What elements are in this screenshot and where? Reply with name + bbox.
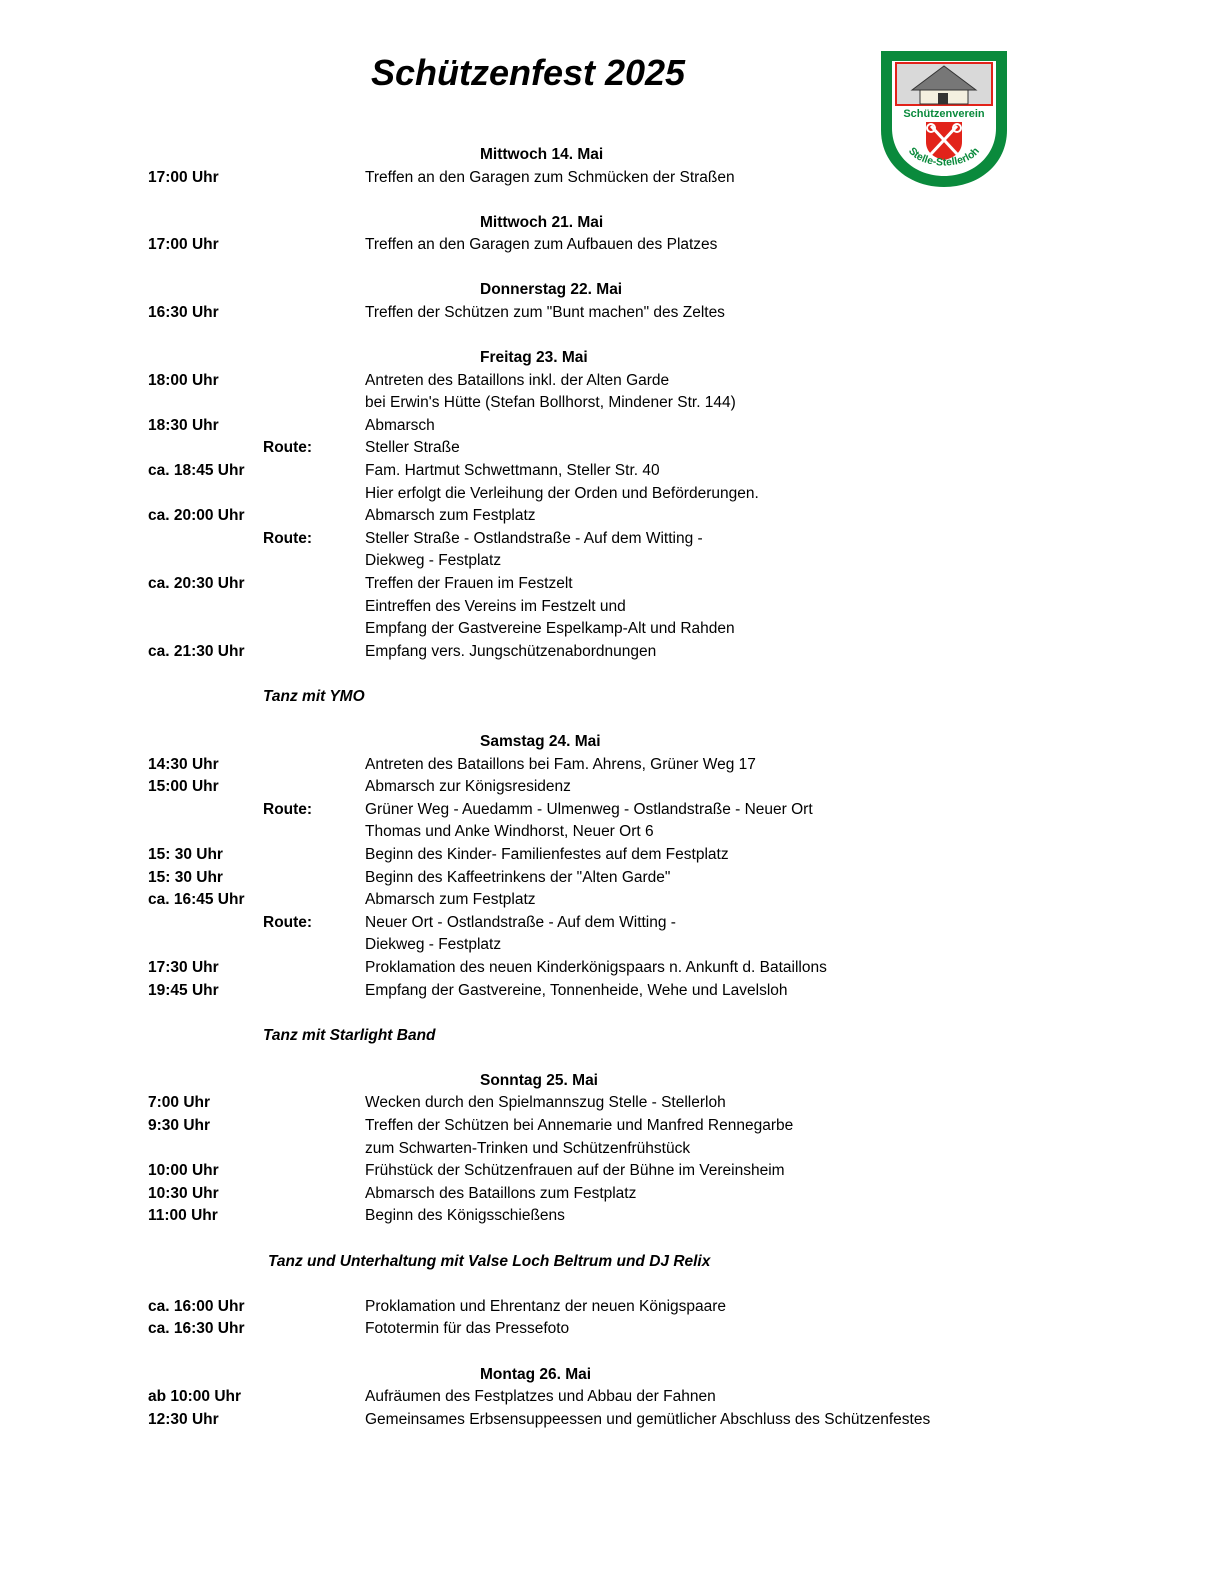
schedule-row: 17:00 Uhr Treffen an den Garagen zum Schmücken der Straßen [148, 168, 735, 186]
day-heading: Freitag 23. Mai [480, 349, 588, 367]
schedule-row: 12:30 Uhr Gemeinsames Erbsensuppeessen und gemütlicher Abschluss des Schützenfestes [148, 1410, 931, 1428]
dance-note: Tanz und Unterhaltung mit Valse Loch Beltrum und DJ Relix [268, 1252, 711, 1270]
schedule-row: Empfang der Gastvereine Espelkamp-Alt und Rahden [365, 620, 735, 638]
day-heading: Mittwoch 14. Mai [480, 146, 604, 163]
schedule-row: ca. 16:30 Uhr Fototermin für das Pressefoto [148, 1320, 570, 1338]
schedule-row: bei Erwin's Hütte (Stefan Bollhorst, Mindener Str. 144) [365, 394, 736, 412]
day-heading: Donnerstag 22. Mai [480, 281, 623, 299]
schedule-row: ca. 16:45 Uhr Abmarsch zum Festplatz [148, 891, 536, 909]
schedule-row: Route: Steller Straße [263, 439, 460, 457]
schedule-row: 7:00 Uhr Wecken durch den Spielmannszug Stelle - Stellerloh [148, 1094, 726, 1112]
schedule-row: ca. 16:00 Uhr Proklamation und Ehrentanz der neuen Königspaare [148, 1297, 727, 1315]
schedule-row: 11:00 Uhr Beginn des Königsschießens [148, 1207, 565, 1225]
schedule-row: Diekweg - Festplatz [365, 936, 502, 954]
schedule-row: Route: Steller Straße - Ostlandstraße - Auf dem Witting - [263, 529, 703, 547]
schedule-row: ca. 20:00 Uhr Abmarsch zum Festplatz [148, 507, 536, 525]
day-heading: Sonntag 25. Mai [480, 1071, 598, 1089]
logo-text-top: Schützenverein [903, 108, 985, 120]
schedule-row: ca. 18:45 Uhr Fam. Hartmut Schwettmann, Steller Str. 40 [148, 461, 660, 479]
schedule-row: Diekweg - Festplatz [365, 552, 502, 570]
schedule-row: 17:00 Uhr Treffen an den Garagen zum Aufbauen des Platzes [148, 236, 718, 254]
schedule-row: Route: Neuer Ort - Ostlandstraße - Auf dem Witting - [263, 913, 676, 931]
schedule-row: Thomas und Anke Windhorst, Neuer Ort 6 [365, 823, 654, 841]
schedule [0, 144, 1224, 1431]
page-title: Schützenfest 2025 [370, 52, 686, 93]
schedule-row: ca. 20:30 Uhr Treffen der Frauen im Festzelt [148, 574, 573, 592]
schedule-row: ab 10:00 Uhr Aufräumen des Festplatzes und Abbau der Fahnen [148, 1388, 716, 1405]
schedule-row: 10:30 Uhr Abmarsch des Bataillons zum Festplatz [148, 1184, 637, 1202]
schedule-row: ca. 21:30 Uhr Empfang vers. Jungschützenabordnungen [148, 642, 657, 660]
schedule-row: Eintreffen des Vereins im Festzelt und [365, 597, 626, 615]
schedule-row: 15: 30 Uhr Beginn des Kaffeetrinkens der "Alten Garde" [148, 868, 671, 886]
logo-text-bottom: Stelle-Stellerloh [906, 145, 982, 169]
dance-note: Tanz mit Starlight Band [263, 1026, 436, 1044]
schedule-row: 18:00 Uhr Antreten des Bataillons inkl. der Alten Garde [148, 371, 670, 389]
schedule-row: zum Schwarten-Trinken und Schützenfrühstück [365, 1139, 691, 1157]
schedule-row: Route: Grüner Weg - Auedamm - Ulmenweg - Ostlandstraße - Neuer Ort [263, 800, 813, 818]
schedule-row: 19:45 Uhr Empfang der Gastvereine, Tonnenheide, Wehe und Lavelsloh [148, 981, 788, 999]
schedule-row: 9:30 Uhr Treffen der Schützen bei Annemarie und Manfred Rennegarbe [148, 1116, 794, 1134]
day-heading: Mittwoch 21. Mai [480, 213, 604, 231]
schedule-row: 15:00 Uhr Abmarsch zur Königsresidenz [148, 778, 571, 796]
day-heading: Samstag 24. Mai [480, 733, 601, 751]
dance-note: Tanz mit YMO [263, 687, 365, 705]
day-heading: Montag 26. Mai [480, 1365, 592, 1383]
schedule-row: 17:30 Uhr Proklamation des neuen Kinderkönigspaars n. Ankunft d. Bataillons [148, 958, 827, 976]
schedule-row: 16:30 Uhr Treffen der Schützen zum "Bunt machen" des Zeltes [148, 303, 725, 321]
schedule-row: 14:30 Uhr Antreten des Bataillons bei Fam. Ahrens, Grüner Weg 17 [148, 755, 756, 773]
schedule-row: 10:00 Uhr Frühstück der Schützenfrauen auf der Bühne im Vereinsheim [148, 1162, 785, 1180]
logo-house-door-icon [938, 93, 948, 104]
schedule-row: Hier erfolgt die Verleihung der Orden und Beförderungen. [365, 484, 759, 502]
schedule-row: 18:30 Uhr Abmarsch [148, 416, 435, 434]
schedule-row: 15: 30 Uhr Beginn des Kinder- Familienfestes auf dem Festplatz [148, 845, 729, 863]
